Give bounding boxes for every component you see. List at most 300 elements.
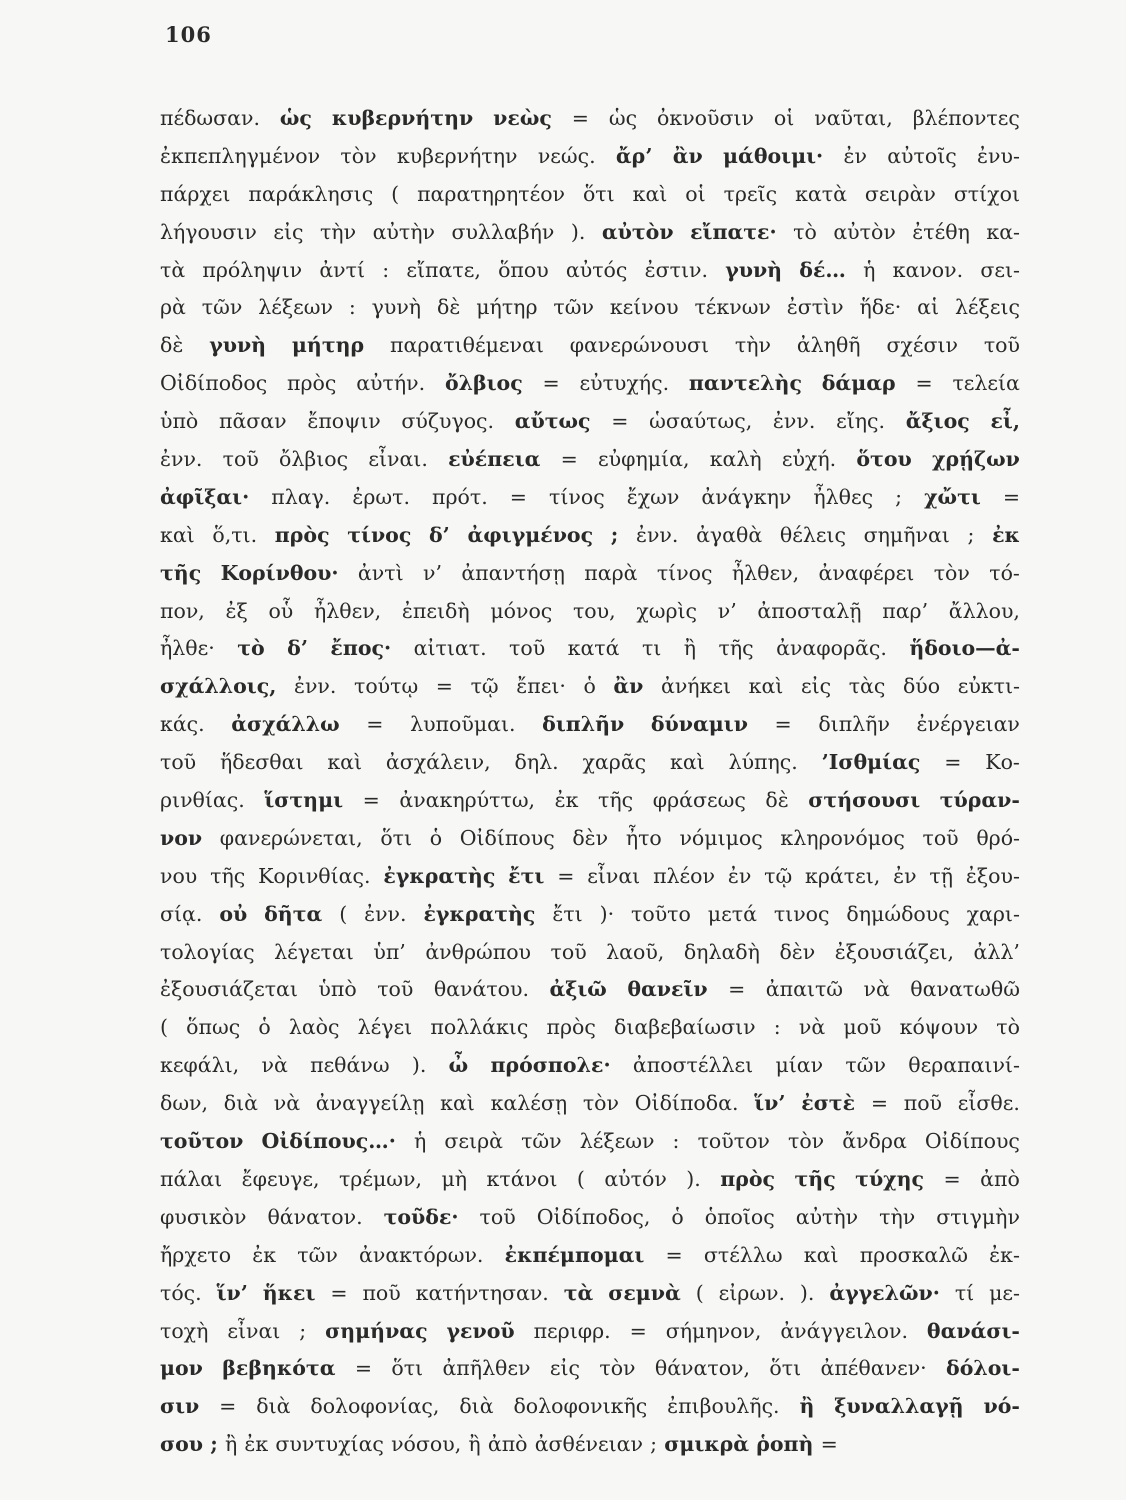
text-line [160, 517, 1020, 555]
word: καὶ [803, 1242, 839, 1267]
word: ). [570, 219, 586, 244]
word: παρὰ [584, 560, 638, 585]
headword: ἢ [799, 1394, 815, 1419]
word: διπλῆν [818, 712, 890, 737]
headword: ἥδοιο—ἀ- [909, 636, 1020, 661]
word: τοῦ [550, 939, 587, 964]
headword: τύχης [855, 1166, 925, 1191]
word: : [348, 295, 356, 320]
word: ἐνν. [635, 522, 679, 547]
headword: χὤτι [924, 484, 981, 509]
headword: χρῄζων [931, 447, 1020, 472]
word: ἔτι [552, 901, 583, 926]
text-line [160, 1313, 1020, 1351]
word: Κο- [985, 750, 1020, 775]
word: ἐξουσιάζεται [160, 977, 298, 1002]
headword: γυνὴ [725, 257, 783, 282]
word: οἱ [773, 106, 795, 130]
headword: ; [210, 1432, 218, 1457]
word: τοχὴ [160, 1318, 209, 1343]
word: Κορινθίας. [258, 863, 371, 888]
word: ἀπαντήσῃ [461, 560, 565, 585]
headword: ἄρ’ [615, 143, 653, 168]
text-line [160, 1388, 1020, 1426]
word: διαβεβαίωσιν [614, 1015, 756, 1040]
word: εὐφημία, [598, 447, 690, 472]
word: ἀνακηρύττω, [399, 788, 536, 813]
word: ὡσαύτως, [649, 409, 753, 434]
word: ἀσθένειαν [534, 1432, 643, 1457]
word: ἀσχάλειν, [385, 750, 491, 775]
word: τούτῳ [353, 674, 419, 699]
word: κυβερνήτην [396, 143, 518, 168]
word: φανερώνουσι [569, 333, 710, 358]
text-line [160, 252, 1020, 290]
word: ἀνάγκην [701, 484, 792, 509]
word: ἔφευγε, [241, 1166, 320, 1191]
word: πρὸς [287, 371, 337, 396]
headword: ἀγγελῶν· [829, 1280, 940, 1305]
word: μὴ [441, 1166, 468, 1191]
word: τῇ [929, 863, 954, 888]
word: σει- [980, 257, 1020, 282]
word: = [571, 106, 589, 130]
word: κόψουν [899, 1015, 979, 1040]
text-line [160, 1350, 1020, 1388]
headword: ἔτι [508, 863, 545, 888]
headword: σεμνὰ [608, 1280, 681, 1305]
word: ὑπ’ [373, 939, 406, 964]
word: μετά [707, 901, 757, 926]
word: κτάνοι [486, 1166, 558, 1191]
headword: ὅτου [856, 447, 912, 472]
word: τὴν [879, 1204, 916, 1229]
headword: σμικρὰ [664, 1432, 750, 1457]
headword: γενοῦ [446, 1318, 515, 1343]
word: ἦλθε· [160, 636, 215, 661]
word: πάρχει [160, 181, 231, 206]
word: : [773, 1015, 781, 1040]
word: ἔχων [626, 484, 680, 509]
word: πάλαι [160, 1166, 223, 1191]
word: τοῦ [377, 977, 414, 1002]
word: ; [650, 1432, 658, 1457]
word: τὰ [160, 257, 186, 282]
word: ; [895, 484, 903, 509]
headword: ὄλβιος [444, 371, 523, 396]
word: εἰς [800, 674, 832, 699]
word: ( [576, 1166, 585, 1191]
word: λέγεται [274, 939, 354, 964]
text-line [160, 593, 1020, 631]
word: νὰ [273, 1091, 301, 1116]
word: ἀνήκει [661, 674, 732, 699]
text-line [160, 1199, 1020, 1237]
word: στίχοι [953, 181, 1020, 206]
word: αὐτήν. [356, 371, 426, 396]
word: ὄλβιος [279, 447, 349, 472]
word: τρεῖς [723, 181, 778, 206]
word: ἐνν. [293, 674, 337, 699]
word: ἤρχετο [160, 1242, 232, 1267]
word: )· [599, 901, 615, 926]
word: γυνὴ [371, 295, 422, 320]
word: πον, [160, 598, 205, 623]
headword: ἀξιῶ [549, 977, 607, 1002]
word: Οἰδίπους [459, 825, 555, 850]
word: συντυχίας [275, 1432, 384, 1457]
word: Οἰδίπους [924, 1129, 1020, 1154]
word: τὸν [933, 560, 970, 585]
text-line [160, 1275, 1020, 1313]
word: παράκλησις [248, 181, 374, 206]
text-line [160, 858, 1020, 896]
word: ν’ [717, 598, 737, 623]
word: λέγει [357, 1015, 413, 1040]
word: κατά [567, 636, 620, 661]
word: ἐξου- [965, 863, 1020, 888]
word: ἐνυ- [977, 143, 1020, 168]
word: διὰ [256, 1394, 291, 1419]
word: ἐξ [225, 598, 248, 623]
word: Οἰδίποδα. [634, 1091, 739, 1116]
word: κάς. [160, 712, 205, 737]
word: ὑπὸ [318, 977, 357, 1002]
word: καὶ [440, 1091, 475, 1116]
word: οὗ [268, 598, 294, 623]
word: νόμιμος [679, 825, 763, 850]
word: τῷ [470, 674, 499, 699]
text-line [160, 1161, 1020, 1199]
text-line [160, 555, 1020, 593]
word: εἰς [273, 219, 304, 244]
word: πολλάκις [430, 1015, 529, 1040]
headword: αὐτὸν [601, 219, 674, 244]
word: οἱ [685, 181, 706, 206]
word: ἀναφορᾶς. [776, 636, 887, 661]
word: εἴης. [836, 409, 886, 434]
headword: δέ… [799, 257, 846, 282]
word: ἢ [224, 1432, 238, 1457]
word: πέδωσαν. [160, 106, 260, 130]
word: διὰ [223, 1091, 259, 1116]
word: πᾶσαν [218, 409, 287, 434]
headword: σημήνας [325, 1318, 428, 1343]
word: μόνος [490, 598, 553, 623]
word: Οἰδίποδος, [536, 1204, 651, 1229]
word: ἢ [468, 1432, 481, 1457]
word: λέξεων [258, 295, 333, 320]
word: ρὰ [160, 295, 186, 320]
word: ἀπὸ [487, 1432, 528, 1457]
word: σχέσιν [886, 333, 958, 358]
headword: μον [160, 1356, 203, 1381]
word: ἐνέργειαν [916, 712, 1020, 737]
word: μίαν [775, 1053, 824, 1078]
word: αὐτός [565, 257, 628, 282]
word: δύο [902, 674, 941, 699]
word: ( [339, 901, 348, 926]
word: πρόληψιν [202, 257, 303, 282]
word: εἴπατε, [406, 257, 481, 282]
headword: ἂν [672, 143, 703, 168]
word: ὡς [608, 106, 638, 130]
headword: Οἰδίπους…· [261, 1129, 396, 1154]
word: ἐπειδὴ [401, 598, 470, 623]
word: καὶ [748, 674, 784, 699]
word: καλέσῃ [490, 1091, 568, 1116]
text-line [160, 744, 1020, 782]
headword: μήτηρ [291, 333, 365, 358]
word: τίνος [656, 560, 713, 585]
headword: θανάσι- [926, 1318, 1020, 1343]
headword: νον [160, 825, 203, 850]
word: δολοφονίας, [310, 1394, 440, 1419]
word: τὴν [734, 333, 771, 358]
word: ἡ [414, 1129, 427, 1154]
word: = [542, 371, 560, 396]
word: ἀνακτόρων. [359, 1242, 484, 1267]
word: ἀποστέλλει [632, 1053, 754, 1078]
word: πλαγ. [271, 484, 331, 509]
word: πλέον [653, 863, 715, 888]
word: = [915, 371, 933, 396]
word: ἀπὸ [980, 1166, 1020, 1191]
word: ὑπὸ [160, 409, 199, 434]
text-line [160, 327, 1020, 365]
word: αἰτιατ. [413, 636, 487, 661]
word: δημώδους [846, 901, 950, 926]
text-line [160, 1237, 1020, 1275]
word: = [366, 712, 384, 737]
word: ἐρωτ. [352, 484, 410, 509]
word: ἔποψιν [307, 409, 381, 434]
word: νὰ [798, 1015, 826, 1040]
headword: μάθοιμι· [723, 143, 824, 168]
headword: τῆς [794, 1166, 836, 1191]
headword: ἀφιγμένος [467, 522, 594, 547]
word: = [560, 447, 578, 472]
word: τίνος [549, 484, 605, 509]
word: τοῦ [983, 333, 1020, 358]
headword: Κορίνθου· [220, 560, 339, 585]
word: σίᾳ. [160, 901, 203, 926]
headword: τοῦδε· [383, 1204, 459, 1229]
headword: νό- [983, 1394, 1020, 1419]
headword: πρὸς [720, 1166, 776, 1191]
word: ἐκ- [989, 1242, 1020, 1267]
headword: κυβερνήτην [331, 106, 474, 130]
word: χαρᾶς [582, 750, 647, 775]
word: εἰς [549, 1356, 580, 1381]
headword: τίνος [347, 522, 412, 547]
word: φράσεως [652, 788, 746, 813]
word: κεφάλι, [160, 1053, 240, 1078]
word: τῶν [297, 1242, 338, 1267]
word: λαοῦ, [606, 939, 665, 964]
word: αὐτοῖς [887, 143, 957, 168]
headword: ῥοπὴ [756, 1432, 814, 1457]
word: παρατιθέμεναι [390, 333, 544, 358]
text-line [160, 1009, 1020, 1047]
word: ; [299, 1318, 307, 1343]
headword: εἶ, [990, 409, 1020, 434]
word: εἶναι. [368, 447, 428, 472]
word: = [509, 484, 527, 509]
word: τῆς [210, 863, 246, 888]
word: ἐν [727, 863, 752, 888]
text-line [160, 1085, 1020, 1123]
word: ἀλλ’ [973, 939, 1020, 964]
word: κληρονόμος [780, 825, 905, 850]
word: ἀγαθὰ [696, 522, 763, 547]
word: αὐτόν [604, 1166, 667, 1191]
text-line [160, 214, 1020, 252]
word: ἥδε· [859, 295, 902, 320]
headword: ; [610, 522, 619, 547]
word: μήτηρ [476, 295, 538, 320]
word: ἀπαιτῶ [765, 977, 844, 1002]
word: εἶσθε. [957, 1091, 1020, 1116]
word: ὁ [583, 674, 596, 699]
headword: ἐγκρατὴς [383, 863, 496, 888]
word: ἄλλου, [948, 598, 1020, 623]
word: τό- [989, 560, 1020, 585]
word: κατήντησαν. [415, 1280, 549, 1305]
text-line [160, 176, 1020, 214]
word: ἥδεσθαι [220, 750, 304, 775]
headword: ’Ισθμίας [821, 750, 921, 775]
headword: δῆτα [264, 901, 323, 926]
word: ἀπῆλθεν [442, 1356, 531, 1381]
headword: τοῦτον [160, 1129, 244, 1154]
word: τὸν [787, 1129, 825, 1154]
headword: σου [160, 1432, 204, 1457]
word: τοῦτον [697, 1129, 770, 1154]
word: ἐτέθη [912, 219, 970, 244]
word: προσκαλῶ [859, 1242, 968, 1267]
headword: δόλοι- [946, 1356, 1020, 1381]
word: ἐκ [244, 1432, 269, 1457]
word: μοῦ [843, 1015, 882, 1040]
word: ἦλθεν, [313, 598, 382, 623]
word: νὰ [261, 1053, 288, 1078]
word: τοῦτο [631, 901, 691, 926]
word: στέλλω [703, 1242, 783, 1267]
word: ρινθίας. [160, 788, 245, 813]
text-line [160, 365, 1020, 403]
headword: ἐστὲ [801, 1091, 856, 1116]
word: τοῦ [222, 447, 259, 472]
headword: ἐκ [992, 522, 1020, 547]
word: τῆς [718, 636, 754, 661]
word: με- [989, 1280, 1020, 1305]
text-line [160, 1047, 1020, 1085]
headword: δύναμιν [650, 712, 748, 737]
headword: στήσουσι [808, 788, 921, 813]
word: διὰ [459, 1394, 494, 1419]
word: κατὰ [795, 181, 847, 206]
headword: γυνὴ [209, 333, 267, 358]
word: ). [799, 1280, 815, 1305]
word: ἢ [683, 636, 697, 661]
word: τοῦ [922, 825, 959, 850]
text-line [160, 403, 1020, 441]
word: δηλ. [514, 750, 559, 775]
word: = [362, 788, 380, 813]
text-line [160, 630, 1020, 668]
word: κανον. [892, 257, 964, 282]
headword: τὸ [237, 636, 265, 661]
word: καὶ [632, 181, 668, 206]
word: δολοφονικῆς [513, 1394, 648, 1419]
text-line [160, 896, 1020, 934]
word: φυσικὸν [160, 1204, 247, 1229]
word: τολογίας [160, 939, 255, 964]
headword: ἐγκρατὴς [423, 901, 536, 926]
headword: σιν [160, 1394, 200, 1419]
word: νὰ [863, 977, 890, 1002]
word: καὶ [160, 522, 195, 547]
word: ὅτι [380, 825, 413, 850]
word: ὁ [671, 1204, 684, 1229]
word: φανερώνεται, [219, 825, 363, 850]
word: τοῦ [479, 1204, 516, 1229]
word: ἦλθεν, [731, 560, 800, 585]
word: = [330, 1280, 348, 1305]
word: ἐστὶν [786, 295, 844, 320]
headword: νεὼς [493, 106, 552, 130]
word: ἐνν. [364, 901, 407, 926]
word: σειρὰ [444, 1129, 503, 1154]
word: κείνου [609, 295, 679, 320]
text-line [160, 1426, 1020, 1464]
word: θανάτου. [433, 977, 529, 1002]
word: δὲ [436, 295, 461, 320]
word: = [611, 409, 629, 434]
page-number: 106 [165, 22, 212, 47]
word: = [629, 1318, 647, 1343]
word: ἡ [863, 257, 876, 282]
word: τοῦ [160, 750, 197, 775]
word: πεθάνω [310, 1053, 390, 1078]
text-line [160, 934, 1020, 972]
word: τὸ [996, 1015, 1020, 1040]
word: ἀναγγείλῃ [315, 1091, 425, 1116]
word: αὐτὴν [795, 1204, 859, 1229]
headword: εὐέπεια [448, 447, 541, 472]
word: δὲν [572, 825, 609, 850]
word: τός. [160, 1280, 202, 1305]
word: εὐκτι- [957, 674, 1020, 699]
word: = [870, 1091, 888, 1116]
word: ). [411, 1053, 427, 1078]
text-line [160, 971, 1020, 1009]
word: ἀνθρώπου [425, 939, 532, 964]
word: ἀνάγγειλον. [780, 1318, 908, 1343]
word: θάνατον, [654, 1356, 751, 1381]
text-line [160, 441, 1020, 479]
word: εἰρων. [718, 1280, 786, 1305]
headword: ἵν’ [754, 1091, 786, 1116]
headword: δάμαρ [821, 371, 896, 396]
word: πρὸς [546, 1015, 596, 1040]
word: ποῦ [903, 1091, 943, 1116]
headword: ἵστημι [264, 788, 344, 813]
word: νεώς. [537, 143, 596, 168]
text-line [160, 1123, 1020, 1161]
word: ἐπιβουλῆς. [667, 1394, 780, 1419]
